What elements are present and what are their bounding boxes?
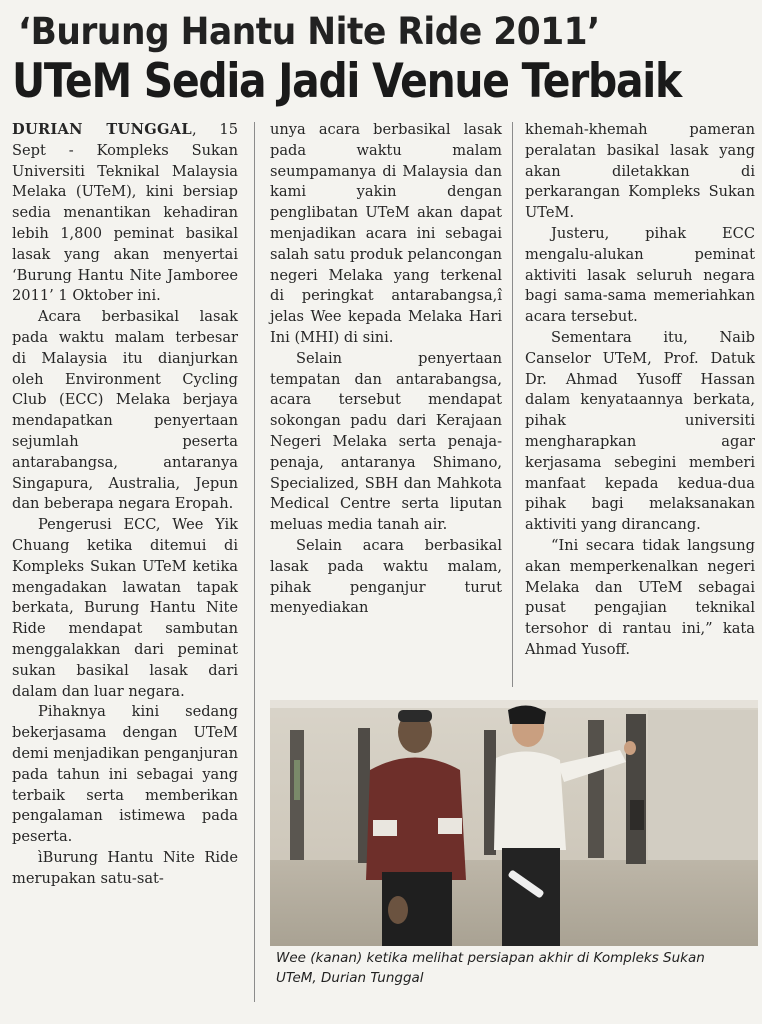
lead-text: , 15 Sept - Kompleks Sukan Universiti Teknikal Malaysia Melaka (UTeM), kini bersiap sedia menantikan kehadiran lebih 1,800 peminat basikal lasak yang akan menyertai ‘Burung Hantu Nite Jamboree 2011’ 1 Oktober ini. [12, 121, 238, 305]
dateline: DURIAN TUNGGAL [12, 121, 192, 138]
article-photo [270, 700, 758, 946]
article-kicker: ‘Burung Hantu Nite Ride 2011’ [18, 10, 600, 53]
body-paragraph: Selain penyertaan tempatan dan antarabangsa, acara tersebut mendapat sokongan padu dari Kerajaan Negeri Melaka serta penaja-penaja, antaranya Shimano, Specialized, SBH dan Mahkota Medical Centre serta liputan meluas media tanah air. [270, 349, 502, 534]
article-column-2 [270, 120, 502, 680]
article-column-1 [12, 120, 238, 1005]
body-paragraph: Pengerusi ECC, Wee Yik Chuang ketika ditemui di Kompleks Sukan UTeM ketika mengadakan lawatan tapak berkata, Burung Hantu Nite Ride mendapat sambutan menggalakkan dari peminat sukan basikal lasak dari dalam dan luar negara. [12, 516, 238, 700]
body-paragraph: unya acara berbasikal lasak pada waktu malam seumpamanya di Malaysia dan kami yakin dengan penglibatan UTeM akan dapat menjadikan acara ini sebagai salah satu produk pelancongan negeri Melaka yang terkenal di peringkat antarabangsa,î jelas Wee kepada Melaka Hari Ini (MHI) di sini. [270, 121, 502, 346]
column-rule [254, 122, 255, 1002]
body-paragraph: “Ini secara tidak langsung akan memperkenalkan negeri Melaka dan UTeM sebagai pusat pengajian teknikal tersohor di rantau ini,” kata Ahmad Yusoff. [525, 536, 755, 658]
body-paragraph: Pihaknya kini sedang bekerjasama dengan UTeM demi menjadikan penganjuran pada tahun ini sebagai yang terbaik serta memberikan pengalaman istimewa pada peserta. [12, 703, 238, 846]
body-paragraph: Justeru, pihak ECC mengalu-alukan peminat aktiviti lasak seluruh negara bagi sama-sama memeriahkan acara tersebut. [525, 224, 755, 326]
body-paragraph: Acara berbasikal lasak pada waktu malam terbesar di Malaysia itu dianjurkan oleh Environment Cycling Club (ECC) Melaka berjaya mendapatkan penyertaan sejumlah peserta antarabangsa, antaranya Singapura, Australia, Jepun dan beberapa negara Eropah. [12, 308, 238, 513]
photo-illustration [270, 700, 758, 946]
article-headline: UTeM Sedia Jadi Venue Terbaik [12, 54, 681, 109]
body-paragraph: ìBurung Hantu Nite Ride merupakan satu-sat- [12, 848, 238, 887]
lead-paragraph [12, 120, 238, 307]
photo-caption: Wee (kanan) ketika melihat persiapan akhir di Kompleks Sukan UTeM, Durian Tunggal [276, 950, 705, 986]
body-paragraph: khemah-khemah pameran peralatan basikal lasak yang akan diletakkan di perkarangan Kompleks Sukan UTeM. [525, 121, 755, 222]
body-paragraph: Selain acara berbasikal lasak pada waktu malam, pihak penganjur turut menyediakan [270, 536, 502, 617]
body-paragraph: Sementara itu, Naib Canselor UTeM, Prof. Datuk Dr. Ahmad Yusoff Hassan dalam kenyataannya berkata, pihak universiti mengharapkan agar kerjasama sebegini memberi manfaat kepada kedua-dua pihak bagi melaksanakan aktiviti yang dirancang. [525, 328, 755, 534]
column-rule [512, 122, 513, 687]
article-column-3 [525, 120, 755, 680]
